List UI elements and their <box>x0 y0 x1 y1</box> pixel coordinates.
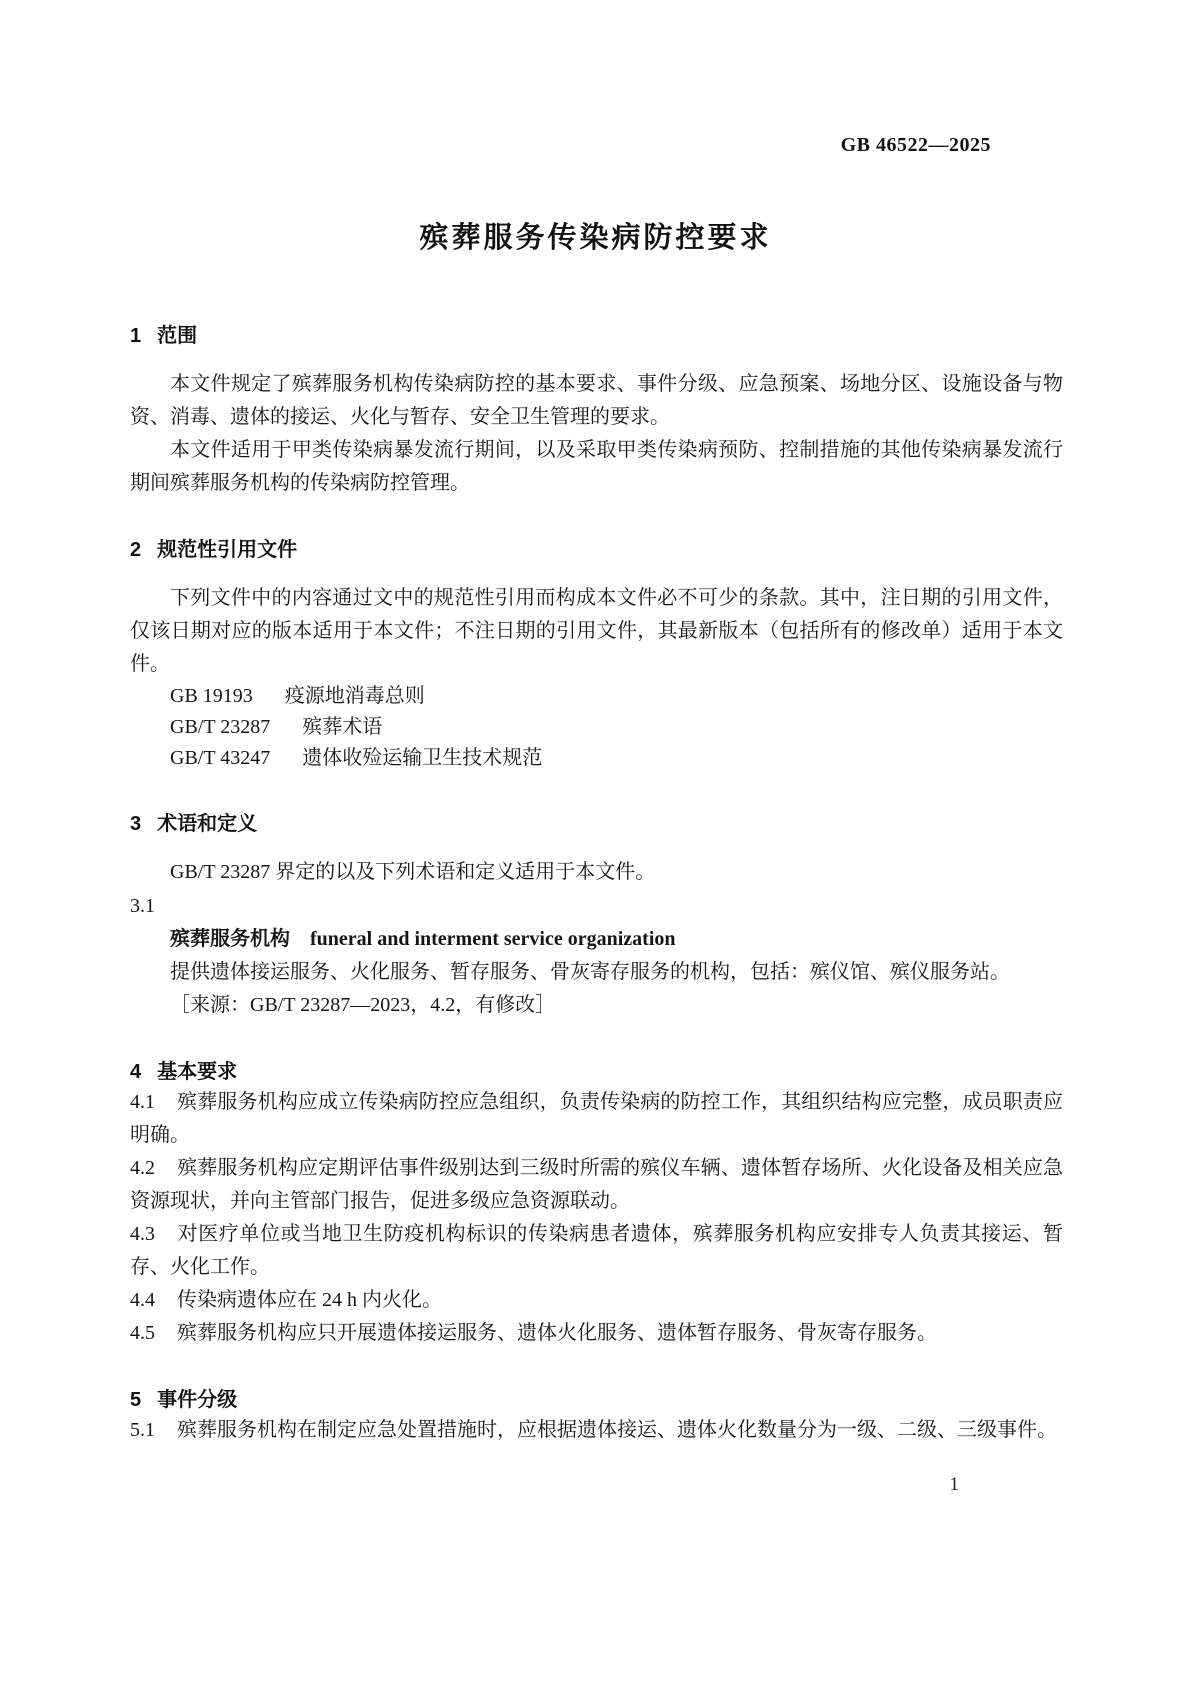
clause-number: 4.2 <box>130 1157 155 1179</box>
clause-number: 4.1 <box>130 1091 155 1113</box>
section-2-paragraph-1: 下列文件中的内容通过文中的规范性引用而构成本文件必不可少的条款。其中，注日期的引用文件，仅该日期对应的版本适用于本文件；不注日期的引用文件，其最新版本（包括所有的修改单）适用于本文件。 <box>130 587 1063 675</box>
clause-number: 5.1 <box>130 1419 155 1441</box>
section-1-number: 1 <box>130 325 142 347</box>
clause-text: 殡葬服务机构应定期评估事件级别达到三级时所需的殡仪车辆、遗体暂存场所、火化设备及相关应急资源现状，并向主管部门报告，促进多级应急资源联动。 <box>130 1157 1063 1212</box>
term-entry <box>130 923 1063 956</box>
reference-item <box>130 712 1063 743</box>
section-1-paragraph-1: 本文件规定了殡葬服务机构传染病防控的基本要求、事件分级、应急预案、场地分区、设施设备与物资、消毒、遗体的接运、火化与暂存、安全卫生管理的要求。 <box>130 373 1063 428</box>
clause-4-4 <box>130 1284 1063 1317</box>
clause-text: 殡葬服务机构应只开展遗体接运服务、遗体火化服务、遗体暂存服务、骨灰寄存服务。 <box>177 1322 937 1344</box>
clause-4-5 <box>130 1317 1063 1350</box>
clause-number: 4.3 <box>130 1223 155 1245</box>
section-1-title: 范围 <box>157 325 198 347</box>
term-source: ［来源：GB/T 23287—2023，4.2，有修改］ <box>170 994 556 1016</box>
clause-number: 4.4 <box>130 1289 155 1311</box>
section-1-paragraph-2: 本文件适用于甲类传染病暴发流行期间，以及采取甲类传染病预防、控制措施的其他传染病暴发流行期间殡葬服务机构的传染病防控管理。 <box>130 439 1063 494</box>
document-body <box>0 322 1191 1447</box>
reference-title: 遗体收殓运输卫生技术规范 <box>302 747 543 769</box>
standard-number: GB 46522—2025 <box>840 134 991 156</box>
section-5-number: 5 <box>130 1389 142 1411</box>
clause-number: 4.5 <box>130 1322 155 1344</box>
clause-text: 殡葬服务机构在制定应急处置措施时，应根据遗体接运、遗体火化数量分为一级、二级、三级事件。 <box>177 1419 1057 1441</box>
reference-title: 疫源地消毒总则 <box>284 685 425 707</box>
section-3-heading <box>130 810 1063 838</box>
section-2-number: 2 <box>130 539 142 561</box>
clause-text: 传染病遗体应在 24 h 内火化。 <box>177 1289 442 1311</box>
clause-4-2 <box>130 1152 1063 1218</box>
term-definition: 提供遗体接运服务、火化服务、暂存服务、骨灰寄存服务的机构，包括：殡仪馆、殡仪服务站。 <box>170 961 1010 983</box>
section-3-intro: GB/T 23287 界定的以及下列术语和定义适用于本文件。 <box>170 861 656 883</box>
section-4-number: 4 <box>130 1061 142 1083</box>
clause-text: 对医疗单位或当地卫生防疫机构标识的传染病患者遗体，殡葬服务机构应安排专人负责其接运、暂存、火化工作。 <box>130 1223 1063 1278</box>
clause-5-1 <box>130 1414 1063 1447</box>
section-4-heading <box>130 1058 1063 1086</box>
clause-text: 殡葬服务机构应成立传染病防控应急组织，负责传染病的防控工作，其组织结构应完整，成员职责应明确。 <box>130 1091 1063 1146</box>
section-1-heading <box>130 322 1063 350</box>
reference-item <box>130 743 1063 774</box>
section-2-heading <box>130 536 1063 564</box>
reference-code: GB 19193 <box>170 685 253 707</box>
clause-4-3 <box>130 1218 1063 1284</box>
term-number: 3.1 <box>130 895 155 917</box>
term-chinese: 殡葬服务机构 <box>170 928 290 950</box>
section-3-title: 术语和定义 <box>157 813 258 835</box>
section-5-heading <box>130 1386 1063 1414</box>
page-number: 1 <box>949 1474 959 1495</box>
document-title: 殡葬服务传染病防控要求 <box>419 222 772 254</box>
section-2-title: 规范性引用文件 <box>157 539 298 561</box>
reference-code: GB/T 43247 <box>170 747 271 769</box>
reference-title: 殡葬术语 <box>302 716 383 738</box>
term-english: funeral and interment service organization <box>310 928 676 950</box>
section-5-title: 事件分级 <box>157 1389 238 1411</box>
clause-4-1 <box>130 1086 1063 1152</box>
reference-item <box>130 681 1063 712</box>
section-4-title: 基本要求 <box>157 1061 238 1083</box>
reference-code: GB/T 23287 <box>170 716 271 738</box>
section-3-number: 3 <box>130 813 142 835</box>
